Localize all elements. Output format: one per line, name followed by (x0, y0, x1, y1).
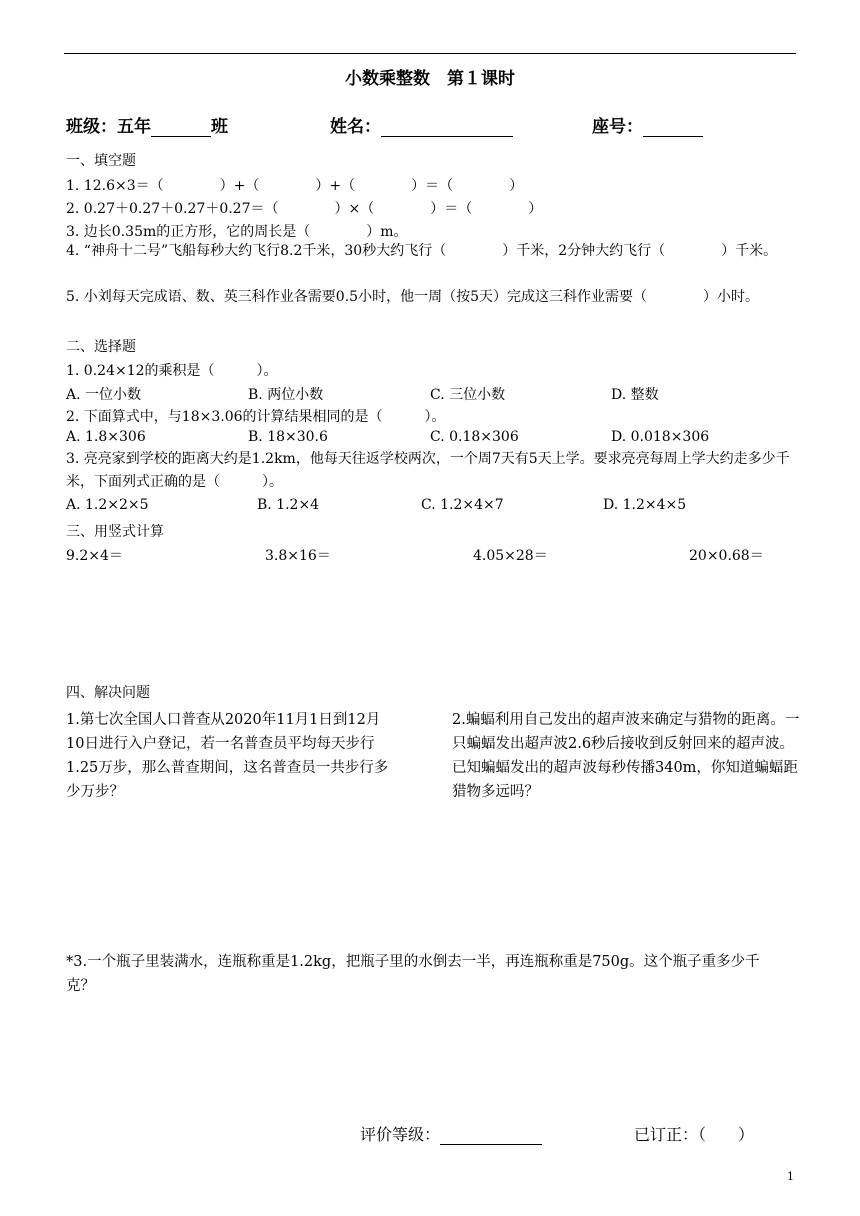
choice-3-option-c[interactable]: C. 1.2×4×7 (421, 497, 504, 513)
calc-item-1: 9.2×4＝ (66, 548, 123, 564)
word-problem-2: 2.蝙蝠利用自己发出的超声波来确定与猎物的距离。一只蝙蝠发出超声波2.6秒后接收到反射回来的超声波。已知蝙蝠发出的超声波每秒传播340m，你知道蝙蝠距猎物多远吗？ (452, 712, 800, 800)
choice-1-option-a[interactable]: A. 一位小数 (66, 387, 142, 403)
corrected-label: 已订正：（ ） (634, 1125, 755, 1144)
name-label: 姓名： (330, 117, 381, 137)
student-info-row (66, 112, 766, 138)
choice-2-option-d[interactable]: D. 0.018×306 (611, 429, 710, 445)
choice-2-option-a[interactable]: A. 1.8×306 (66, 429, 146, 445)
calc-item-4: 20×0.68＝ (689, 548, 764, 564)
choice-3-option-d[interactable]: D. 1.2×4×5 (603, 497, 687, 513)
calc-item-2: 3.8×16＝ (265, 548, 331, 564)
class-label: 班级：五年 (66, 117, 151, 137)
rating-blank[interactable] (440, 1128, 542, 1145)
class-blank[interactable] (151, 118, 211, 137)
section-vertical-calc-heading: 三、用竖式计算 (66, 524, 164, 540)
name-field (330, 112, 513, 137)
choice-2-option-c[interactable]: C. 0.18×306 (430, 429, 519, 445)
choice-1-option-c[interactable]: C. 三位小数 (430, 387, 506, 403)
class-field (66, 112, 228, 137)
word-problem-1: 1.第七次全国人口普查从2020年11月1日到12月10日进行入户登记，若一名普查员平均每天步行1.25万步，那么普查期间，这名普查员一共步行多少万步？ (66, 712, 389, 800)
seat-label: 座号： (592, 117, 643, 137)
rating-field (360, 1122, 542, 1145)
fill-in-question-2: 2. 0.27＋0.27＋0.27＋0.27＝（ ）×（ ）＝（ ） (66, 201, 543, 217)
page-title: 小数乘整数 第１课时 (345, 69, 515, 89)
choice-question-2: 2. 下面算式中，与18×3.06的计算结果相同的是（ ）。 (66, 409, 446, 425)
rating-label: 评价等级： (360, 1125, 441, 1144)
choice-2-option-b[interactable]: B. 18×30.6 (248, 429, 328, 445)
top-rule (64, 53, 796, 54)
fill-in-question-4: 4. “神舟十二号”飞船每秒大约飞行8.2千米，30秒大约飞行（ ）千米，2分钟大约飞行（ ）千米。 (66, 243, 778, 259)
section-fill-in-heading: 一、填空题 (66, 153, 136, 169)
choice-question-1: 1. 0.24×12的乘积是（ ）。 (66, 363, 278, 379)
name-blank[interactable] (381, 118, 513, 137)
class-suffix: 班 (211, 117, 228, 137)
section-problem-solving-heading: 四、解决问题 (66, 685, 150, 701)
choice-1-option-b[interactable]: B. 两位小数 (248, 387, 324, 403)
choice-1-option-d[interactable]: D. 整数 (611, 387, 659, 403)
choice-3-option-b[interactable]: B. 1.2×4 (257, 497, 320, 513)
choice-3-option-a[interactable]: A. 1.2×2×5 (66, 497, 149, 513)
seat-field (592, 112, 703, 137)
fill-in-question-1: 1. 12.6×3＝（ ）+（ ）+（ ）＝（ ） (66, 178, 524, 194)
word-problem-3: *3.一个瓶子里装满水，连瓶称重是1.2kg，把瓶子里的水倒去一半，再连瓶称重是750g。这个瓶子重多少千克？ (66, 954, 760, 994)
calc-item-3: 4.05×28＝ (473, 548, 548, 564)
fill-in-question-5: 5. 小刘每天完成语、数、英三科作业各需要0.5小时，他一周（按5天）完成这三科作业需要（ ）小时。 (66, 289, 759, 305)
page-number: 1 (787, 1170, 794, 1183)
seat-blank[interactable] (643, 118, 703, 137)
choice-question-3: 3. 亮亮家到学校的距离大约是1.2km，他每天往返学校两次，一个周7天有5天上学。要求亮亮每周上学大约走多少千米，下面列式正确的是（ ）。 (66, 451, 790, 490)
section-choice-heading: 二、选择题 (66, 339, 136, 355)
fill-in-question-3: 3. 边长0.35m的正方形，它的周长是（ ）m。 (66, 224, 408, 240)
